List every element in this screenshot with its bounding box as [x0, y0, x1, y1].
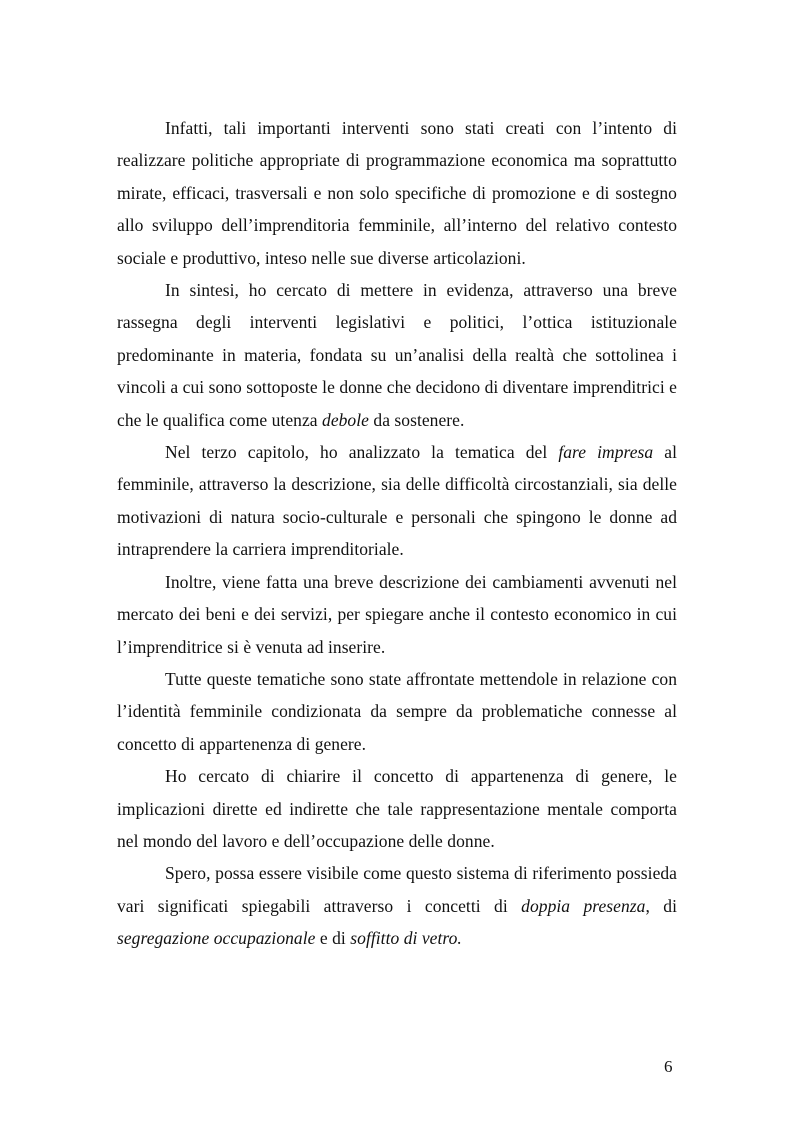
page-number: 6	[664, 1057, 673, 1076]
emphasis-soffitto-di-vetro: soffitto di vetro.	[350, 928, 462, 949]
paragraph-2-text: In sintesi, ho cercato di mettere in evidenza, attraverso una breve rassegna degli interventi legislativi e politici, l’ottica istituzionale predominante in materia, fondata su un’analisi della realtà che sottolinea i vincoli a cui sono sottoposte le donne che decidono di diventare imprenditrici e che le qualifica come utenza	[117, 280, 677, 430]
paragraph-4	[117, 566, 677, 663]
body-text	[117, 112, 677, 955]
emphasis-fare-impresa: fare impresa	[558, 442, 654, 463]
paragraph-7-text: Spero, possa essere visibile come questo sistema di riferimento possieda vari significati spiegabili attraverso i concetti di	[117, 863, 677, 916]
paragraph-7-text-mid-1: , di	[645, 895, 677, 916]
paragraph-2	[117, 274, 677, 436]
paragraph-3	[117, 436, 677, 566]
paragraph-3-text-end: al femminile, attraverso la descrizione, sia delle difficoltà circostanziali, sia delle motivazioni di natura socio-culturale e personali che spingono le donne ad intraprendere la carriera imprenditoriale.	[117, 442, 678, 560]
emphasis-doppia-presenza: doppia presenza	[521, 895, 646, 916]
paragraph-1-text: Infatti, tali importanti interventi sono stati creati con l’intento di realizzare politiche appropriate di programmazione economica ma soprattutto mirate, efficaci, trasversali e non solo specifiche di promozione e di sostegno allo sviluppo dell’imprenditoria femminile, all’interno del relativo contesto sociale e produttivo, inteso nelle sue diverse articolazioni.	[117, 118, 677, 268]
paragraph-7-text-mid-2: e di	[315, 928, 351, 949]
paragraph-5	[117, 663, 677, 760]
paragraph-2-text-end: da sostenere.	[368, 409, 465, 430]
paragraph-6	[117, 760, 677, 857]
paragraph-4-text: Inoltre, viene fatta una breve descrizione dei cambiamenti avvenuti nel mercato dei beni e dei servizi, per spiegare anche il contesto economico in cui l’imprenditrice si è venuta ad inserire.	[117, 571, 677, 657]
emphasis-segregazione-occupazionale: segregazione occupazionale	[117, 928, 316, 949]
paragraph-1	[117, 112, 677, 274]
paragraph-6-text: Ho cercato di chiarire il concetto di appartenenza di genere, le implicazioni dirette ed indirette che tale rappresentazione mentale comporta nel mondo del lavoro e dell’occupazione delle donne.	[117, 766, 677, 851]
paragraph-5-text: Tutte queste tematiche sono state affrontate mettendole in relazione con l’identità femminile condizionata da sempre da problematiche connesse al concetto di appartenenza di genere.	[117, 668, 677, 754]
paragraph-3-text: Nel terzo capitolo, ho analizzato la tematica del	[165, 442, 559, 463]
emphasis-debole: debole	[322, 409, 369, 430]
paragraph-7	[117, 857, 677, 954]
